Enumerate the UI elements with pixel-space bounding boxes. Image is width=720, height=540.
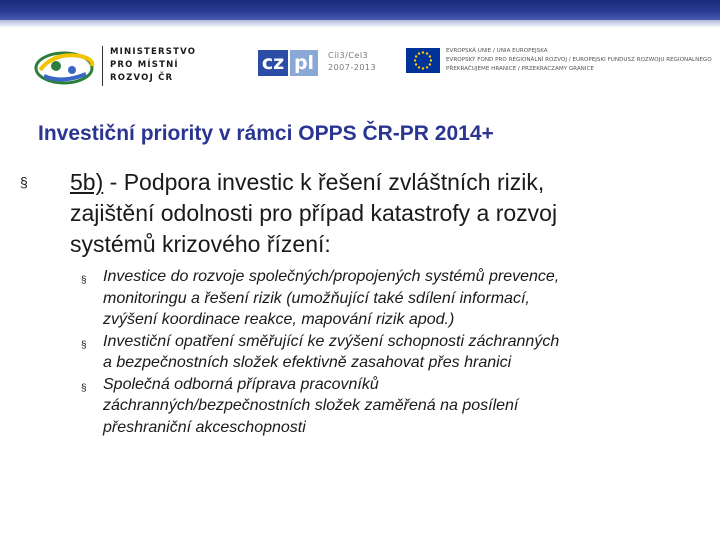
sub-bullet-line: Investiční opatření směřující ke zvýšení schopnosti záchranných [103, 332, 560, 350]
ministry-name-line: ROZVOJ ČR [110, 73, 174, 83]
main-bullet-line: systémů krizového řízení: [70, 231, 331, 257]
sub-bullet-item [81, 266, 703, 331]
priority-link[interactable]: 5b) [70, 169, 104, 195]
sub-bullet-line: přeshraniční akceschopnosti [103, 418, 306, 436]
sub-bullet-line: Investice do rozvoje společných/propojených systémů prevence, [103, 268, 560, 285]
sub-bullet-marker-icon: § [81, 382, 87, 394]
sub-bullet-line: záchranných/bezpečnostních složek zaměřená na posílení [103, 397, 519, 414]
eu-fund-line: EVROPSKÁ UNIE / UNIA EUROPEJSKA [446, 48, 548, 54]
sub-bullet-line: monitoringu a řešení rizik (umožňující také sdílení informací, [103, 289, 530, 307]
eu-fund-line: EVROPSKÝ FOND PRO REGIONÁLNÍ ROZVOJ / EUROPEJSKI FUNDUSZ ROZWOJU REGIONALNEGO [446, 57, 712, 63]
ministry-logo-icon [34, 46, 100, 86]
sub-bullet-line: a bezpečnostních složek efektivně zasahovat přes hranici [103, 354, 512, 371]
bullet-marker-icon: § [20, 174, 28, 190]
czpl-logo-cz: cz [258, 50, 288, 76]
sub-bullet-item [81, 374, 703, 439]
eu-flag-icon [406, 48, 440, 73]
slide-title: Investiční priority v rámci OPPS ČR-PR 2014+ [38, 122, 494, 145]
ministry-name-line: MINISTERSTVO [110, 47, 197, 57]
top-decorative-bar [0, 0, 720, 20]
czpl-logo [258, 48, 322, 82]
main-bullet-line: zajištění odolnosti pro případ katastrofy a rozvoj [70, 200, 558, 226]
czpl-sub-line: 2007-2013 [328, 63, 377, 72]
ministry-name-line: PRO MÍSTNÍ [110, 60, 179, 70]
ministry-logo-divider [102, 46, 103, 86]
sub-bullet-marker-icon: § [81, 339, 87, 351]
main-bullet-text: - Podpora investic k řešení zvláštních rizik, [103, 169, 545, 195]
main-bullet [20, 167, 710, 260]
sub-bullet-list [81, 266, 703, 438]
czpl-logo-pl: pl [290, 50, 318, 76]
sub-bullet-item [81, 331, 703, 374]
main-bullet-line [70, 167, 710, 198]
top-bar-shadow [0, 20, 720, 28]
czpl-programme-period [328, 50, 376, 74]
czpl-sub-line: Cíl3/Cel3 [328, 51, 369, 60]
sub-bullet-line: zvýšení koordinace reakce, mapování rizik apod.) [103, 311, 455, 328]
eu-fund-line: PŘEKRAČUJEME HRANICE / PRZEKRACZAMY GRANICE [446, 66, 594, 72]
sub-bullet-line: Společná odborná příprava pracovníků [103, 375, 379, 393]
ministry-name [110, 46, 196, 85]
sub-bullet-marker-icon: § [81, 275, 87, 286]
logo-strip [0, 38, 720, 94]
eu-fund-text [446, 47, 712, 74]
